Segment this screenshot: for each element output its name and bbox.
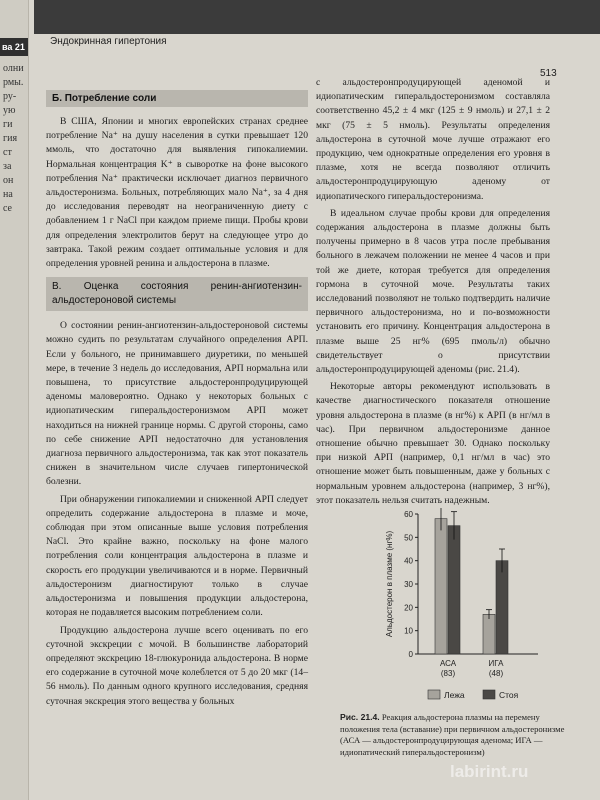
caption-label: Рис. 21.4. (340, 712, 380, 722)
right-column (316, 76, 550, 511)
x-tick-count: (83) (440, 669, 456, 678)
legend-swatch (428, 690, 440, 699)
caption-text: Реакция альдостерона плазмы на перемену положения тела (вставание) при первичном альдостеронизме (АСА — альдостеронпродуцирующая аденома; ИГА — идиопатический гиперальдостеронизм) (340, 712, 565, 757)
legend-label: Стоя (499, 690, 519, 700)
margin-fragment: он (3, 175, 14, 186)
margin-fragment: гия (3, 133, 18, 144)
y-tick-label: 10 (404, 626, 413, 636)
margin-fragment: се (3, 203, 12, 214)
margin-fragment: за (3, 161, 12, 172)
margin-fragment: ую (3, 105, 16, 116)
aldosterone-bar-chart (378, 508, 574, 708)
y-tick-label: 40 (404, 556, 413, 566)
section-heading-b: Б. Потребление соли (46, 90, 308, 107)
y-tick-label: 50 (404, 533, 413, 543)
margin-fragment: рмы. (3, 77, 24, 88)
x-tick-label: ИГА (488, 659, 504, 668)
x-tick-count: (48) (488, 669, 504, 678)
legend-label: Лежа (444, 690, 465, 700)
bar-standing (448, 526, 460, 654)
y-tick-label: 20 (404, 603, 413, 613)
left-column (46, 84, 308, 712)
running-title: Эндокринная гипертония (50, 36, 167, 47)
figure-caption (340, 712, 580, 758)
previous-page-edge (0, 0, 29, 800)
margin-fragment: ги (3, 119, 13, 130)
watermark-logo: labirint.ru (450, 762, 529, 781)
margin-fragment: на (3, 189, 13, 200)
paragraph: Продукцию альдостерона лучше всего оценивать по его суточной экскреции с мочой. В большинстве лабораторий определяют экскрецию 18-глюкуронида альдостерона. В норме его содержание в суточной моче колеблется от 5 до 20 мкг (14–56 нмоль). По данным одного крупного исследования, средняя суточная экскреция этого вещества у больных (46, 624, 308, 707)
page-top-shadow (34, 0, 600, 34)
y-axis-label: Альдостерон в плазме (нг%) (385, 530, 394, 638)
x-tick-label: АСА (439, 659, 457, 668)
paragraph: В США, Японии и многих европейских странах среднее потребление Na⁺ на душу населения в сутки превышает 120 ммоль, что достаточно для выявления гипокалиемии. Нормальная концентрация K⁺ в сыворотке на фоне высокого потребления Na⁺ практически исключает диагноз первичного альдостеронизма. Больных, потребляющих мало Na⁺, за 4 дня до исследования переводят на неограниченную диету с добавлением 1 г NaCl при каждом приеме пищи. Пробы крови для определения электролитов берут на следующее утро до завтрака. Такой режим создает оптимальные условия и для определения уровней ренина и альдостерона в плазме. (46, 116, 308, 270)
paragraph: О состоянии ренин-ангиотензин-альдостероновой системы можно судить по результатам случайного определения АРП. Если у больного, не принимавшего диуретики, по меньшей мере, в течение 3 недель до исследования, АРП нормальна или повышена, то присутствие альдостеронпродуцирующей аденомы маловероятно. Однако у некоторых больных с идиопатическим гиперальдостеронизмом АРП может находиться на нижней границе нормы. С другой стороны, само по себе снижение АРП недостаточно для установления диагноза первичного альдостеронизма, так как этот показатель снижен в значительном числе случаев гипертонической болезни. (46, 320, 308, 488)
paragraph: В идеальном случае пробы крови для определения содержания альдостерона в плазме должны быть получены примерно в 8 часов утра после пребывания больного в лежачем положении не менее 4 часов и при той же диете, которая требуется для определения гормона в суточной моче. Результаты таких исследований позволяют не только подтвердить наличие первичного альдостеронизма, но и по-возможности установить его причину. Концентрация альдостерона в плазме выше 25 нг% (695 пмоль/л) обычно свидетельствует о присутствии альдостеронпродуцирующей аденомы (рис. 21.4). (316, 207, 550, 376)
margin-fragment: ст (3, 147, 12, 158)
bar-standing (496, 561, 508, 654)
legend-swatch (483, 690, 495, 699)
y-tick-label: 30 (404, 580, 413, 589)
paragraph: При обнаружении гипокалиемии и сниженной АРП следует определить содержание альдостерона в плазме и моче, соблюдая при этом описанные выше условия потребления NaCl. Это крайне важно, поскольку на фоне малого потребления соли концентрация альдостерона в плазме и скорость его продукции увеличиваются и в норме. Первичный альдостеронизм диагностируют только в случае альдостеронизма и повышения продукции альдостерона, которая не подавляется высоким потреблением соли. (46, 493, 308, 619)
y-tick-label: 0 (408, 650, 413, 659)
paragraph: с альдостеронпродуцирующей аденомой и идиопатическим гиперальдостеронизмом составляла соответственно 45,2 ± 4 мкг (125 ± 9 нмоль) и 27,1 ± 2 мкг (75 ± 5 нмоль). Результаты определения альдостерона в суточной моче лучше отражают его продукцию, чем однократные определения его уровня в плазме, хотя не всегда позволяют отличить альдостеронпродуцирующую аденому от идиопатического гиперальдостеронизма. (316, 77, 550, 202)
margin-fragment: ру- (3, 91, 17, 102)
chapter-tab: ва 21 (0, 38, 29, 56)
page-number: 513 (540, 68, 557, 79)
y-tick-label: 60 (404, 510, 413, 519)
bar-lying (483, 614, 495, 654)
bar-lying (435, 519, 447, 654)
paragraph: Некоторые авторы рекомендуют использовать в качестве диагностического показателя отношение уровня альдостерона в плазме (в нг%) к АРП (в нг/мл в час). При первичном альдостеронизме данное отношение обычно превышает 30. Однако поскольку при низкой АРП (например, 0,1 нг/мл в час) это отношение может быть повышенным, даже у больных с нормальным уровнем альдостерона (например, 3 нг%), этот показатель нельзя считать надежным. (316, 381, 550, 506)
section-heading-v: В. Оценка состояния ренин-ангиотензин-альдостероновой системы (46, 277, 308, 311)
margin-fragment: олни (3, 63, 24, 74)
